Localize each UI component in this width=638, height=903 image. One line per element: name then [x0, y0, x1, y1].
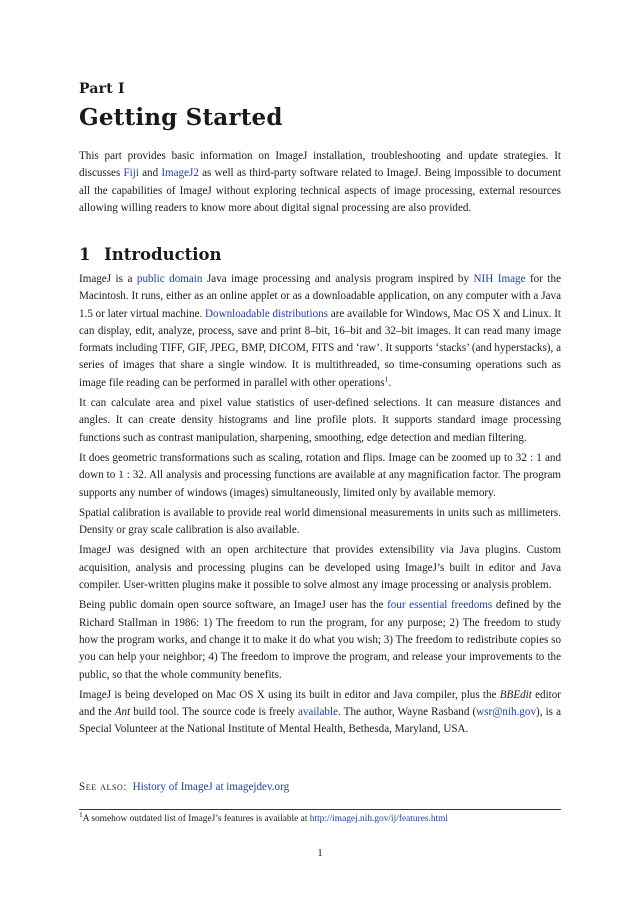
link-public-domain[interactable]: public domain: [136, 273, 203, 285]
paragraph-1: [79, 271, 561, 392]
text-run: . The author, Wayne Rasband (: [338, 706, 477, 719]
text-run: build tool. The source code is freely: [130, 706, 298, 719]
text-run: ImageJ is a: [79, 273, 137, 285]
text-run: This part provides basic information on ImageJ installation, troubleshooting and update strategies. It discusses: [79, 150, 561, 180]
link-available[interactable]: available: [297, 706, 338, 719]
link-fiji[interactable]: Fiji: [123, 167, 139, 180]
bbedit-text: BBEdit: [499, 688, 532, 701]
link-nih-image[interactable]: NIH Image: [473, 273, 526, 285]
section-content: [79, 271, 561, 742]
paragraph-5: ImageJ was designed with an open architecture that provides extensibility via Java plugins. Custom acquisition, analysis and processing plugins can be developed using ImageJ’s built in editor and Java compiler. User-written plugins make it possible to solve almost any image processing or analysis problem.: [79, 544, 561, 592]
link-history-imagej[interactable]: History of ImageJ at imagejdev.org: [132, 781, 290, 793]
link-features-url[interactable]: http://imagej.nih.gov/ij/features.html: [309, 814, 449, 824]
page-number: 1: [317, 847, 323, 859]
footnote-text: A somehow outdated list of ImageJ’s features is available at: [82, 814, 310, 824]
footnote-divider: [79, 809, 561, 810]
intro-paragraph: [79, 148, 561, 217]
text-run: .: [388, 376, 392, 389]
text-run: defined by the Richard Stallman in 1986: 1) The freedom to run the program, for any purpose; 2) The freedom to study how the program works, and change it to make it do what you wish; 3) The freedom to redistribute copies so you can help your neighbor; 4) The freedom to improve the program, and release your improvements to the public, so that the whole community benefits.: [79, 599, 561, 681]
text-run: ), is a Special Volunteer at the National Institute of Mental Health, Bethesda, Maryland, USA.: [79, 706, 561, 736]
paragraph-6: [79, 597, 561, 683]
footnote-mark[interactable]: 1: [384, 374, 389, 384]
part-label: Part I: [79, 81, 125, 97]
see-also-label: See also:: [79, 781, 128, 793]
paragraph-2: It can calculate area and pixel value statistics of user-defined selections. It can measure distances and angles. It can create density histograms and line profile plots. It supports standard image processing functions such as contrast manipulation, sharpening, smoothing, edge detection and median filtering.: [79, 397, 561, 444]
text-run: for the Macintosh. It runs, either as an online applet or as a downloadable application, on any computer with a Java 1.5 or later virtual machine.: [79, 273, 561, 320]
text-run: are available for Windows, Mac OS X and Linux. It can display, edit, analyze, process, save and print 8–bit, 16–bit and 32–bit images. It can read many image formats including TIFF, GIF, JPEG, BMP, DICOM, FITS and ‘raw’. It supports ‘stacks’ (and hyperstacks), a series of images that share a single window. It is multithreaded, so time-consuming operations such as image file reading can be performed in parallel with other operations: [79, 307, 561, 389]
text-run: editor and the: [79, 688, 561, 719]
footnote: [79, 809, 449, 824]
text-run: and: [138, 167, 162, 180]
paragraph-7: [79, 687, 561, 739]
link-downloadable-distributions[interactable]: Downloadable distributions: [205, 307, 328, 320]
text-run: Java image processing and analysis program inspired by: [202, 273, 474, 285]
ant-text: Ant: [114, 706, 131, 719]
paragraph-4: Spatial calibration is available to provide real world dimensional measurements in units such as millimeters. Density or gray scale calibration is also available.: [79, 506, 561, 537]
see-also: [79, 781, 289, 793]
link-four-freedoms[interactable]: four essential freedoms: [387, 599, 493, 612]
link-email[interactable]: wsr@nih.gov: [476, 706, 537, 719]
text-run: ImageJ is being developed on Mac OS X using its built in editor and Java compiler, plus the: [79, 688, 500, 701]
link-imagej2[interactable]: ImageJ2: [161, 167, 199, 180]
section-title: Introduction: [104, 245, 222, 264]
footnote-number: 1: [79, 809, 83, 819]
text-run: as well as third-party software related to ImageJ. Being impossible to document all the capabilities of ImageJ without exploring technical aspects of image processing, external resources allowing willing readers to know more about digital signal processing are also provided.: [79, 167, 561, 214]
paragraph-3: It does geometric transformations such as scaling, rotation and flips. Image can be zoomed up to 32 : 1 and down to 1 : 32. All analysis and processing functions are available at any magnification factor. The program supports any number of windows (images) simultaneously, limited only by available memory.: [79, 451, 561, 499]
section-number: 1: [79, 245, 91, 264]
part-title: Getting Started: [79, 104, 283, 131]
section-heading: [79, 245, 222, 264]
text-run: Being public domain open source software, an ImageJ user has the: [79, 599, 388, 612]
